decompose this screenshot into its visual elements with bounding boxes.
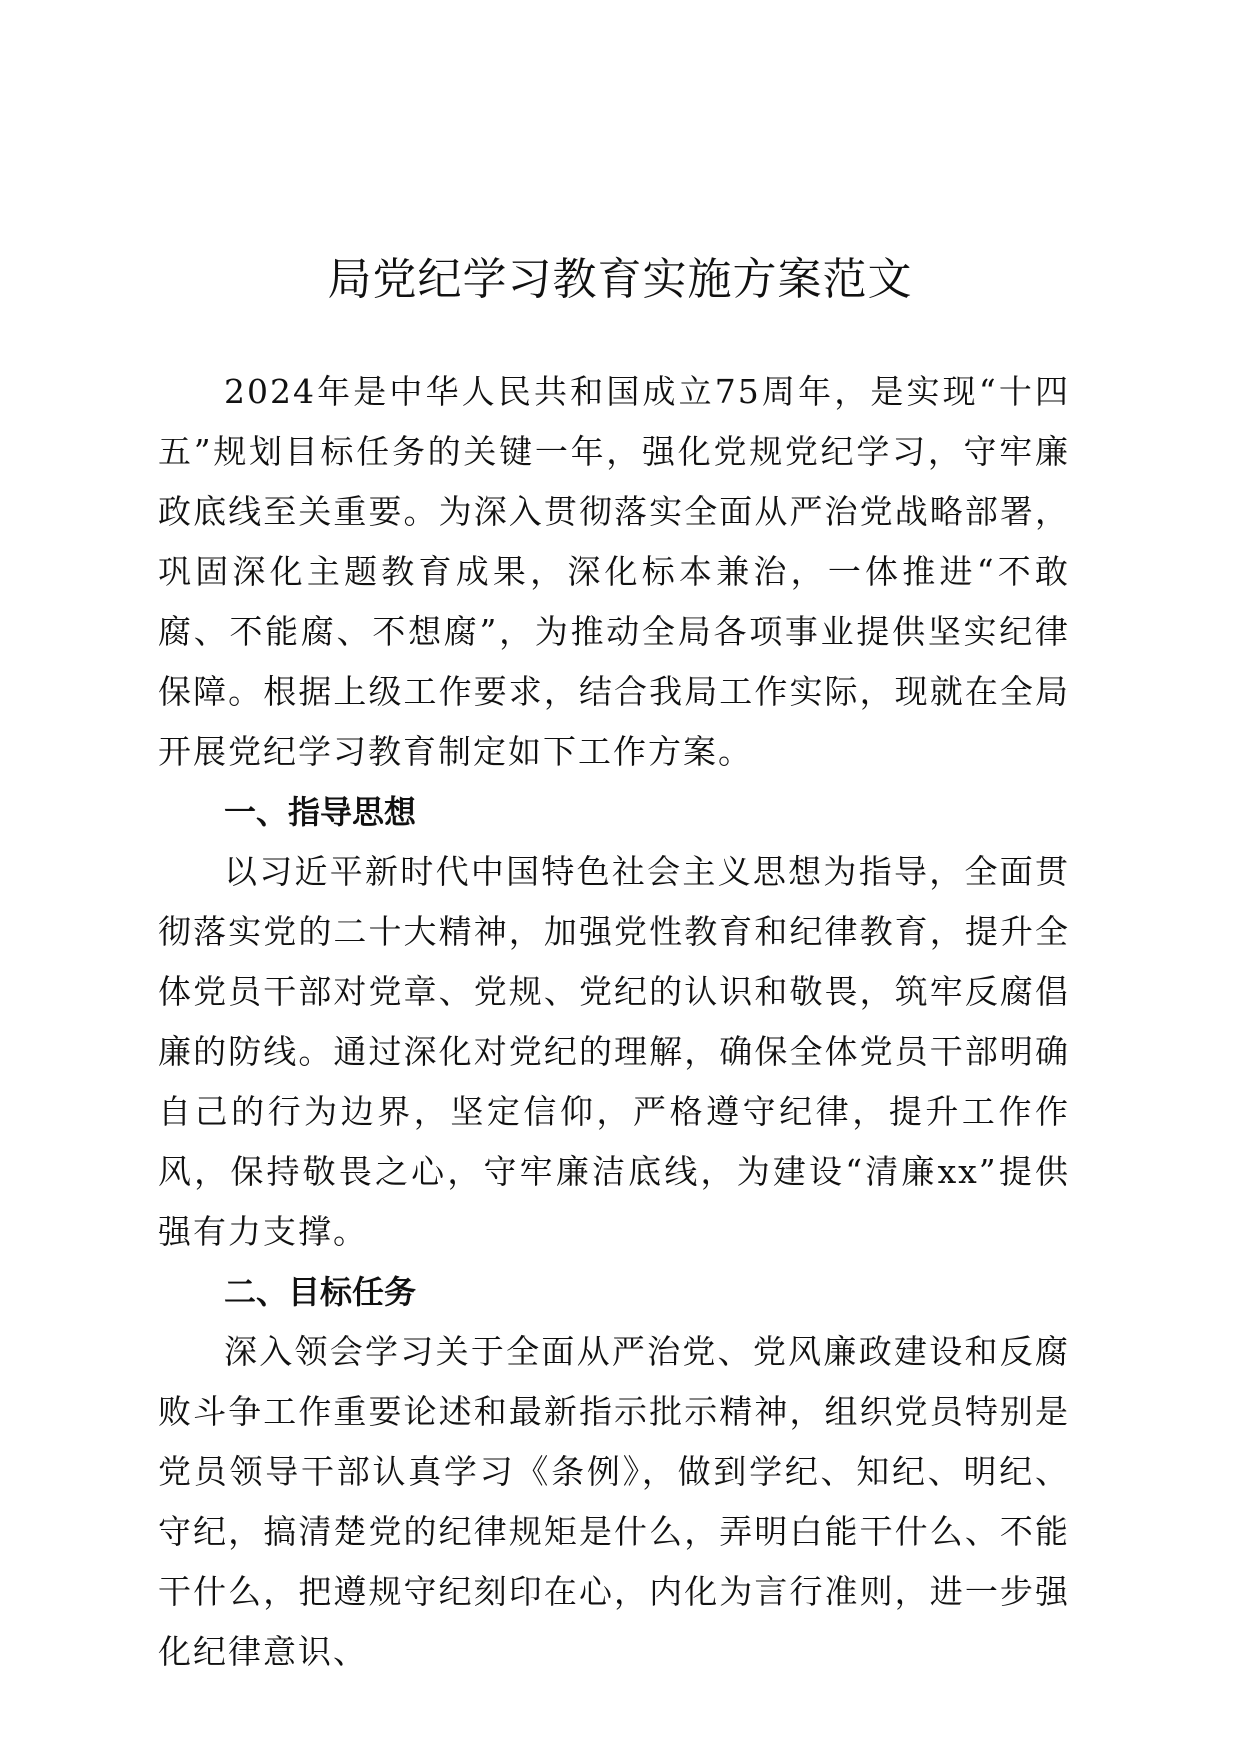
document-body — [158, 362, 1070, 1682]
document-title: 局党纪学习教育实施方案范文 — [327, 254, 913, 305]
section-heading-objectives: 二、目标任务 — [224, 1273, 417, 1311]
intro-paragraph: 2024年是中华人民共和国成立75周年，是实现“十四五”规划目标任务的关键一年，强化党规党纪学习，守牢廉政底线至关重要。为深入贯彻落实全面从严治党战略部署，巩固深化主题教育成果，深化标本兼治，一体推进“不敢腐、不能腐、不想腐”，为推动全局各项事业提供坚实纪律保障。根据上级工作要求，结合我局工作实际，现就在全局开展党纪学习教育制定如下工作方案。 — [158, 372, 1070, 771]
section-body-guiding-ideology: 以习近平新时代中国特色社会主义思想为指导，全面贯彻落实党的二十大精神，加强党性教育和纪律教育，提升全体党员干部对党章、党规、党纪的认识和敬畏，筑牢反腐倡廉的防线。通过深化对党纪的理解，确保全体党员干部明确自己的行为边界，坚定信仰，严格遵守纪律，提升工作作风，保持敬畏之心，守牢廉洁底线，为建设“清廉xx”提供强有力支撑。 — [158, 852, 1070, 1251]
section-body-objectives: 深入领会学习关于全面从严治党、党风廉政建设和反腐败斗争工作重要论述和最新指示批示精神，组织党员特别是党员领导干部认真学习《条例》，做到学纪、知纪、明纪、守纪，搞清楚党的纪律规矩是什么，弄明白能干什么、不能干什么，把遵规守纪刻印在心，内化为言行准则，进一步强化纪律意识、 — [158, 1332, 1070, 1671]
section-heading-guiding-ideology: 一、指导思想 — [224, 793, 417, 831]
